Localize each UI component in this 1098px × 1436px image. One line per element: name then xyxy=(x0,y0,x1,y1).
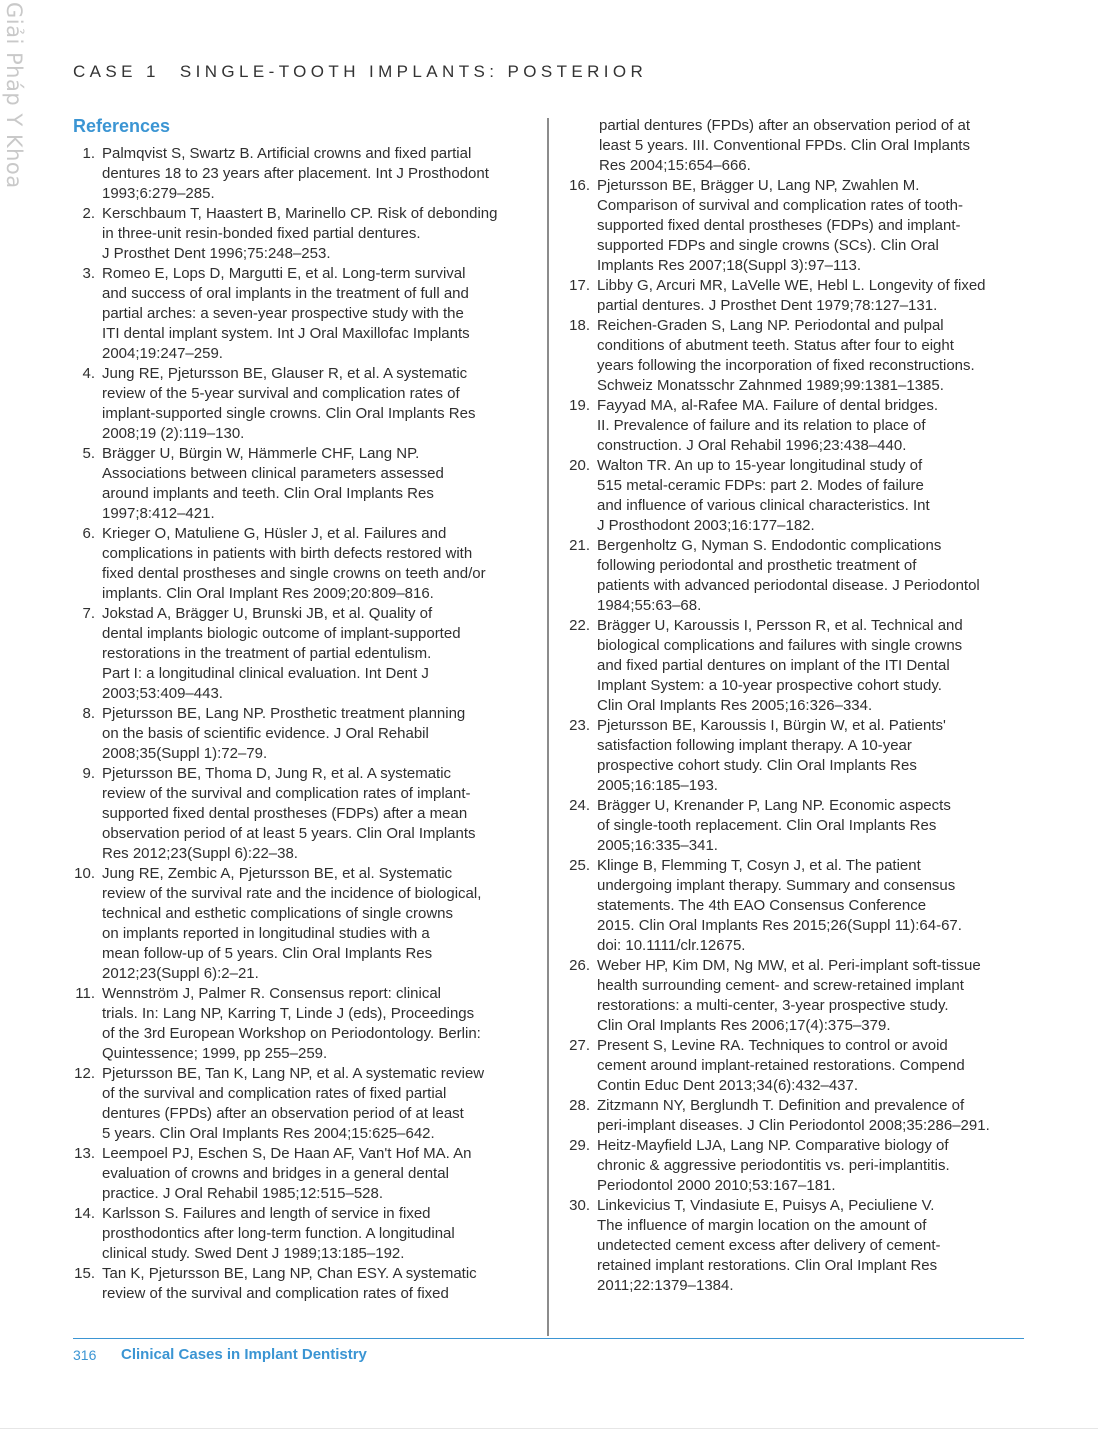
reference-line: of the 3rd European Workshop on Periodontology. Berlin: xyxy=(102,1025,481,1042)
references-heading: References xyxy=(73,116,171,136)
reference-number: 24. xyxy=(569,797,590,814)
reference-line: review of the 5-year survival and complication rates of xyxy=(102,385,460,402)
reference-line: 2004;19:247–259. xyxy=(102,345,223,362)
reference-line: Wennström J, Palmer R. Consensus report: clinical xyxy=(102,985,442,1002)
reference-line: and influence of various clinical characteristics. Int xyxy=(597,497,930,514)
reference-number: 9. xyxy=(82,765,95,782)
reference-line: on the basis of scientific evidence. J Oral Rehabil xyxy=(102,725,429,742)
reference-item xyxy=(568,956,1038,1036)
reference-text xyxy=(102,864,533,984)
reference-item xyxy=(568,116,1038,176)
reference-number: 21. xyxy=(569,537,590,554)
reference-number: 16. xyxy=(569,177,590,194)
reference-item xyxy=(568,1196,1038,1296)
reference-item xyxy=(568,176,1038,276)
reference-line: review of the survival and complication rates of fixed xyxy=(102,1285,449,1302)
reference-text xyxy=(597,1036,1038,1096)
reference-line: restorations: a multi-center, 3-year prospective study. xyxy=(597,997,949,1014)
reference-text xyxy=(102,1204,533,1264)
reference-item xyxy=(568,1096,1038,1136)
reference-line: and fixed partial dentures on implant of the ITI Dental xyxy=(597,657,950,674)
reference-item xyxy=(568,536,1038,616)
references-left-column xyxy=(73,144,533,1304)
chapter-title: SINGLE-TOOTH IMPLANTS: POSTERIOR xyxy=(179,62,648,81)
reference-line: 2005;16:335–341. xyxy=(597,837,718,854)
reference-line: restorations in the treatment of partial edentulism. xyxy=(102,645,432,662)
reference-line: Implant System: a 10-year prospective cohort study. xyxy=(597,677,942,694)
reference-line: construction. J Oral Rehabil 1996;23:438–440. xyxy=(597,437,907,454)
reference-number: 22. xyxy=(569,617,590,634)
reference-line: Brägger U, Krenander P, Lang NP. Economic aspects xyxy=(597,797,951,814)
reference-line: conditions of abutment teeth. Status after four to eight xyxy=(597,337,954,354)
reference-line: around implants and teeth. Clin Oral Implants Res xyxy=(102,485,434,502)
reference-item xyxy=(568,316,1038,396)
reference-line: Jung RE, Zembic A, Pjetursson BE, et al. Systematic xyxy=(102,865,453,882)
reference-text xyxy=(597,316,1038,396)
reference-item xyxy=(568,716,1038,796)
reference-line: 2008;35(Suppl 1):72–79. xyxy=(102,745,268,762)
reference-line: mean follow-up of 5 years. Clin Oral Implants Res xyxy=(102,945,433,962)
reference-number: 7. xyxy=(82,605,95,622)
reference-line: 2012;23(Suppl 6):2–21. xyxy=(102,965,259,982)
reference-number: 5. xyxy=(82,445,95,462)
reference-text xyxy=(597,276,1038,316)
reference-item xyxy=(568,796,1038,856)
running-header xyxy=(73,62,647,82)
reference-number: 27. xyxy=(569,1037,590,1054)
reference-text xyxy=(599,116,1038,176)
reference-line: Pjetursson BE, Karoussis I, Bürgin W, et al. Patients' xyxy=(597,717,946,734)
reference-number: 6. xyxy=(82,525,95,542)
reference-line: retained implant restorations. Clin Oral Implant Res xyxy=(597,1257,938,1274)
reference-line: Jokstad A, Brägger U, Brunski JB, et al. Quality of xyxy=(102,605,433,622)
reference-text xyxy=(597,716,1038,796)
reference-line: Jung RE, Pjetursson BE, Glauser R, et al. A systematic xyxy=(102,365,468,382)
column-divider xyxy=(547,118,549,1336)
reference-line: 2003;53:409–443. xyxy=(102,685,223,702)
reference-line: satisfaction following implant therapy. A 10-year xyxy=(597,737,912,754)
reference-line: The influence of margin location on the amount of xyxy=(597,1217,927,1234)
reference-number: 2. xyxy=(82,205,95,222)
reference-line: review of the survival rate and the incidence of biological, xyxy=(102,885,482,902)
reference-line: Comparison of survival and complication rates of tooth- xyxy=(597,197,964,214)
reference-text xyxy=(597,616,1038,716)
reference-line: 1993;6:279–285. xyxy=(102,185,215,202)
reference-line: implant-supported single crowns. Clin Oral Implants Res xyxy=(102,405,476,422)
reference-line: least 5 years. III. Conventional FPDs. Clin Oral Implants xyxy=(599,137,970,154)
reference-line: in three-unit resin-bonded fixed partial dentures. xyxy=(102,225,421,242)
reference-text xyxy=(102,144,533,204)
reference-number: 14. xyxy=(74,1205,95,1222)
reference-item xyxy=(73,264,533,364)
reference-text xyxy=(102,264,533,364)
reference-item xyxy=(568,856,1038,956)
watermark: Giải Pháp Y Khoa xyxy=(2,2,26,189)
page-edge xyxy=(0,1428,1098,1429)
footer-rule xyxy=(73,1338,1024,1339)
reference-line: technical and esthetic complications of single crowns xyxy=(102,905,454,922)
reference-line: dentures (FPDs) after an observation period of at least xyxy=(102,1105,464,1122)
reference-item xyxy=(568,456,1038,536)
reference-line: fixed dental prostheses and single crowns on teeth and/or xyxy=(102,565,486,582)
reference-item xyxy=(568,1036,1038,1096)
reference-text xyxy=(102,204,533,264)
reference-item xyxy=(73,204,533,264)
reference-line: Tan K, Pjetursson BE, Lang NP, Chan ESY. A systematic xyxy=(102,1265,477,1282)
reference-line: Pjetursson BE, Lang NP. Prosthetic treatment planning xyxy=(102,705,466,722)
reference-line: Quintessence; 1999, pp 255–259. xyxy=(102,1045,328,1062)
reference-number: 8. xyxy=(82,705,95,722)
reference-number: 25. xyxy=(569,857,590,874)
reference-line: Zitzmann NY, Berglundh T. Definition and prevalence of xyxy=(597,1097,965,1114)
reference-line: Implants Res 2007;18(Suppl 3):97–113. xyxy=(597,257,862,274)
reference-line: Heitz-Mayfield LJA, Lang NP. Comparative biology of xyxy=(597,1137,949,1154)
reference-line: J Prosthet Dent 1996;75:248–253. xyxy=(102,245,331,262)
reference-line: 2011;22:1379–1384. xyxy=(597,1277,734,1294)
reference-line: Res 2012;23(Suppl 6):22–38. xyxy=(102,845,298,862)
reference-line: supported fixed dental prostheses (FDPs) and implant- xyxy=(597,217,961,234)
reference-line: Romeo E, Lops D, Margutti E, et al. Long-term survival xyxy=(102,265,466,282)
reference-line: review of the survival and complication rates of implant- xyxy=(102,785,471,802)
reference-line: Palmqvist S, Swartz B. Artificial crowns and fixed partial xyxy=(102,145,472,162)
reference-number: 23. xyxy=(569,717,590,734)
reference-line: 1984;55:63–68. xyxy=(597,597,702,614)
reference-line: 2008;19 (2):119–130. xyxy=(102,425,245,442)
reference-line: Libby G, Arcuri MR, LaVelle WE, Hebl L. Longevity of fixed xyxy=(597,277,986,294)
reference-line: 515 metal-ceramic FDPs: part 2. Modes of failure xyxy=(597,477,924,494)
reference-line: biological complications and failures with single crowns xyxy=(597,637,963,654)
reference-line: 2005;16:185–193. xyxy=(597,777,718,794)
reference-text xyxy=(102,1264,533,1304)
reference-item xyxy=(73,1144,533,1204)
reference-line: Contin Educ Dent 2013;34(6):432–437. xyxy=(597,1077,859,1094)
reference-number: 3. xyxy=(82,265,95,282)
reference-line: 2015. Clin Oral Implants Res 2015;26(Suppl 11):64-67. xyxy=(597,917,962,934)
reference-line: Weber HP, Kim DM, Ng MW, et al. Peri-implant soft-tissue xyxy=(597,957,981,974)
page-number: 316 xyxy=(73,1347,97,1363)
reference-line: partial dentures. J Prosthet Dent 1979;78:127–131. xyxy=(597,297,938,314)
reference-line: dental implants biologic outcome of implant-supported xyxy=(102,625,461,642)
reference-number: 26. xyxy=(569,957,590,974)
reference-number: 10. xyxy=(74,865,95,882)
reference-line: J Prosthodont 2003;16:177–182. xyxy=(597,517,815,534)
reference-line: Brägger U, Karoussis I, Persson R, et al. Technical and xyxy=(597,617,963,634)
book-title: Clinical Cases in Implant Dentistry xyxy=(121,1346,367,1363)
reference-line: peri-implant diseases. J Clin Periodontol 2008;35:286–291. xyxy=(597,1117,990,1134)
reference-line: observation period of at least 5 years. Clin Oral Implants xyxy=(102,825,476,842)
reference-text xyxy=(597,176,1038,276)
reference-text xyxy=(102,984,533,1064)
reference-line: supported fixed dental prostheses (FDPs) after a mean xyxy=(102,805,468,822)
reference-line: partial dentures (FPDs) after an observation period of at xyxy=(599,117,971,134)
reference-number: 4. xyxy=(82,365,95,382)
reference-line: partial arches: a seven-year prospective study with the xyxy=(102,305,464,322)
reference-line: Pjetursson BE, Tan K, Lang NP, et al. A systematic review xyxy=(102,1065,485,1082)
reference-line: Associations between clinical parameters assessed xyxy=(102,465,444,482)
reference-line: health surrounding cement- and screw-retained implant xyxy=(597,977,964,994)
reference-text xyxy=(597,796,1038,856)
reference-text xyxy=(597,456,1038,536)
reference-text xyxy=(597,956,1038,1036)
reference-line: Present S, Levine RA. Techniques to control or avoid xyxy=(597,1037,948,1054)
reference-line: cement around implant-retained restorations. Compend xyxy=(597,1057,965,1074)
reference-line: evaluation of crowns and bridges in a general dental xyxy=(102,1165,449,1182)
reference-line: Klinge B, Flemming T, Cosyn J, et al. The patient xyxy=(597,857,921,874)
reference-number: 19. xyxy=(569,397,590,414)
reference-line: Schweiz Monatsschr Zahnmed 1989;99:1381–1385. xyxy=(597,377,944,394)
reference-line: of single-tooth replacement. Clin Oral Implants Res xyxy=(597,817,937,834)
reference-line: clinical study. Swed Dent J 1989;13:185–192. xyxy=(102,1245,405,1262)
case-label: CASE 1 xyxy=(73,62,160,81)
reference-line: Krieger O, Matuliene G, Hüsler J, et al. Failures and xyxy=(102,525,447,542)
reference-line: implants. Clin Oral Implant Res 2009;20:809–816. xyxy=(102,585,434,602)
reference-line: Res 2004;15:654–666. xyxy=(599,157,751,174)
reference-item xyxy=(73,764,533,864)
reference-item xyxy=(73,984,533,1064)
reference-line: 5 years. Clin Oral Implants Res 2004;15:625–642. xyxy=(102,1125,435,1142)
reference-text xyxy=(102,1144,533,1204)
reference-item xyxy=(73,444,533,524)
reference-line: doi: 10.1111/clr.12675. xyxy=(597,937,746,954)
reference-line: following periodontal and prosthetic treatment of xyxy=(597,557,917,574)
reference-text xyxy=(597,1096,1038,1136)
reference-text xyxy=(102,1064,533,1144)
reference-line: Part I: a longitudinal clinical evaluation. Int Dent J xyxy=(102,665,429,682)
reference-number: 11. xyxy=(75,985,95,1002)
reference-number: 17. xyxy=(569,277,590,294)
reference-line: Kerschbaum T, Haastert B, Marinello CP. Risk of debonding xyxy=(102,205,498,222)
reference-line: Karlsson S. Failures and length of service in fixed xyxy=(102,1205,431,1222)
reference-item xyxy=(73,1064,533,1144)
reference-number: 1. xyxy=(82,145,95,162)
reference-line: trials. In: Lang NP, Karring T, Linde J (eds), Proceedings xyxy=(102,1005,475,1022)
reference-item xyxy=(568,276,1038,316)
reference-item xyxy=(73,524,533,604)
reference-line: years following the incorporation of fixed reconstructions. xyxy=(597,357,975,374)
reference-item xyxy=(568,616,1038,716)
reference-text xyxy=(102,604,533,704)
reference-item xyxy=(73,704,533,764)
reference-line: complications in patients with birth defects restored with xyxy=(102,545,473,562)
reference-text xyxy=(597,536,1038,616)
reference-line: and success of oral implants in the treatment of full and xyxy=(102,285,469,302)
reference-item xyxy=(73,604,533,704)
reference-line: statements. The 4th EAO Consensus Conference xyxy=(597,897,927,914)
reference-line: undergoing implant therapy. Summary and consensus xyxy=(597,877,956,894)
reference-line: Pjetursson BE, Thoma D, Jung R, et al. A systematic xyxy=(102,765,452,782)
reference-text xyxy=(102,764,533,864)
reference-item xyxy=(73,864,533,984)
reference-line: practice. J Oral Rehabil 1985;12:515–528. xyxy=(102,1185,384,1202)
reference-line: Leempoel PJ, Eschen S, De Haan AF, Van't Hof MA. An xyxy=(102,1145,472,1162)
references-right-column xyxy=(568,116,1038,1296)
reference-line: prosthodontics after long-term function. A longitudinal xyxy=(102,1225,455,1242)
reference-text xyxy=(597,1196,1038,1296)
reference-line: supported FDPs and single crowns (SCs). Clin Oral xyxy=(597,237,939,254)
reference-number: 12. xyxy=(74,1065,95,1082)
reference-text xyxy=(102,364,533,444)
reference-line: on implants reported in longitudinal studies with a xyxy=(102,925,430,942)
reference-line: Walton TR. An up to 15-year longitudinal study of xyxy=(597,457,923,474)
reference-text xyxy=(102,444,533,524)
reference-line: Bergenholtz G, Nyman S. Endodontic complications xyxy=(597,537,942,554)
reference-number: 15. xyxy=(74,1265,95,1282)
reference-line: II. Prevalence of failure and its relation to place of xyxy=(597,417,926,434)
reference-line: Fayyad MA, al-Rafee MA. Failure of dental bridges. xyxy=(597,397,938,414)
reference-item xyxy=(568,1136,1038,1196)
reference-item xyxy=(73,1264,533,1304)
reference-line: Linkevicius T, Vindasiute E, Puisys A, Peciuliene V. xyxy=(597,1197,935,1214)
reference-number: 18. xyxy=(569,317,590,334)
reference-text xyxy=(597,396,1038,456)
reference-line: Pjetursson BE, Brägger U, Lang NP, Zwahlen M. xyxy=(597,177,920,194)
reference-line: of the survival and complication rates of fixed partial xyxy=(102,1085,447,1102)
reference-line: 1997;8:412–421. xyxy=(102,505,215,522)
reference-item xyxy=(568,396,1038,456)
reference-line: Clin Oral Implants Res 2006;17(4):375–379. xyxy=(597,1017,891,1034)
reference-line: ITI dental implant system. Int J Oral Maxillofac Implants xyxy=(102,325,470,342)
reference-text xyxy=(597,856,1038,956)
reference-line: Reichen-Graden S, Lang NP. Periodontal and pulpal xyxy=(597,317,944,334)
reference-line: undetected cement excess after delivery of cement- xyxy=(597,1237,941,1254)
reference-text xyxy=(597,1136,1038,1196)
reference-text xyxy=(102,524,533,604)
reference-line: Clin Oral Implants Res 2005;16:326–334. xyxy=(597,697,873,714)
reference-item xyxy=(73,364,533,444)
reference-number: 30. xyxy=(569,1197,590,1214)
reference-text xyxy=(102,704,533,764)
reference-line: patients with advanced periodontal disease. J Periodontol xyxy=(597,577,980,594)
reference-item xyxy=(73,1204,533,1264)
reference-line: chronic & aggressive periodontitis vs. peri-implantitis. xyxy=(597,1157,950,1174)
reference-line: prospective cohort study. Clin Oral Implants Res xyxy=(597,757,917,774)
reference-line: Brägger U, Bürgin W, Hämmerle CHF, Lang NP. xyxy=(102,445,420,462)
reference-number: 13. xyxy=(74,1145,95,1162)
reference-number: 20. xyxy=(569,457,590,474)
reference-line: Periodontol 2000 2010;53:167–181. xyxy=(597,1177,836,1194)
reference-number: 28. xyxy=(569,1097,590,1114)
reference-item xyxy=(73,144,533,204)
reference-number: 29. xyxy=(569,1137,590,1154)
reference-line: dentures 18 to 23 years after placement. Int J Prosthodont xyxy=(102,165,489,182)
